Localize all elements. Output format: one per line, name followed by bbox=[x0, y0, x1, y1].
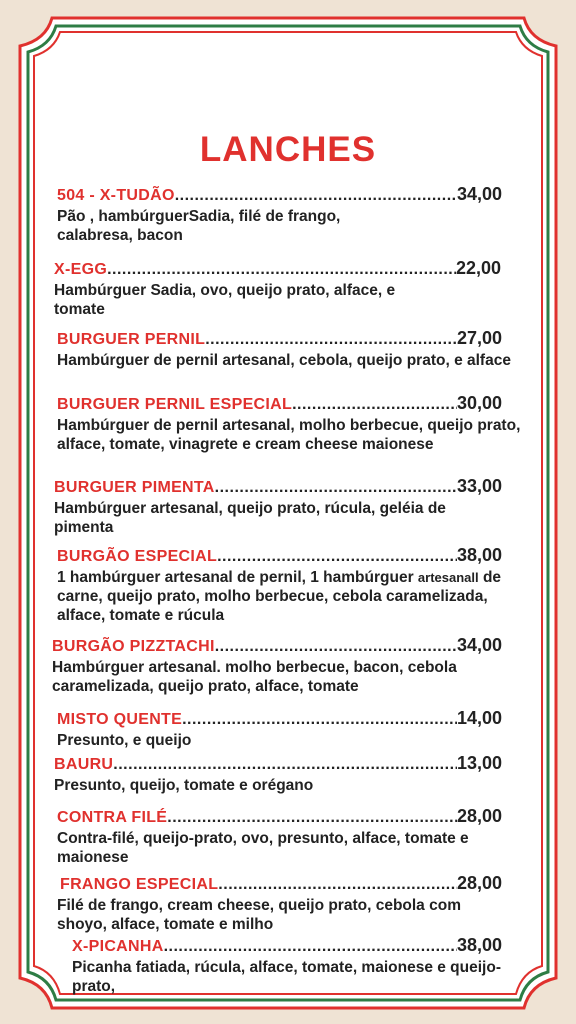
item-description: Presunto, queijo, tomate e orégano bbox=[54, 777, 314, 794]
item-description: Presunto, e queijo bbox=[57, 732, 192, 749]
item-name: CONTRA FILÉ bbox=[57, 809, 168, 826]
item-description-rest: de carne, queijo prato, molho berbecue, cebola caramelizada, alface, tomate e rúcula bbox=[57, 569, 502, 624]
dot-leader bbox=[164, 937, 457, 957]
item-name: MISTO QUENTE bbox=[57, 711, 183, 728]
menu-item bbox=[52, 635, 502, 696]
dot-leader bbox=[205, 330, 457, 350]
item-price: 33,00 bbox=[456, 476, 502, 496]
menu-item bbox=[57, 184, 502, 245]
item-price: 28,00 bbox=[456, 806, 502, 826]
menu-item bbox=[57, 708, 502, 750]
item-description bbox=[57, 568, 522, 625]
dot-leader bbox=[215, 637, 457, 657]
item-description: Hambúrguer de pernil artesanal, molho berbecue, queijo prato, alface, tomate, vinagrete e cream cheese maionese bbox=[57, 417, 521, 453]
dot-leader bbox=[215, 478, 457, 498]
dot-leader bbox=[175, 186, 457, 206]
item-price: 14,00 bbox=[456, 708, 502, 728]
menu-item bbox=[54, 753, 502, 795]
item-description: Contra-filé, queijo-prato, ovo, presunto, alface, tomate e maionese bbox=[57, 830, 469, 866]
item-price: 34,00 bbox=[456, 184, 502, 204]
item-name: BAURU bbox=[54, 756, 114, 773]
menu-item bbox=[54, 476, 502, 537]
menu-item bbox=[57, 393, 521, 454]
dot-leader bbox=[113, 755, 457, 775]
dot-leader bbox=[218, 875, 457, 895]
item-price: 30,00 bbox=[456, 393, 502, 413]
item-description: Hambúrguer artesanal, queijo prato, rúcula, geléia de pimenta bbox=[54, 500, 446, 536]
menu-title: LANCHES bbox=[199, 130, 377, 169]
item-name: BURGUER PERNIL bbox=[57, 331, 206, 348]
item-description-small: artesanall bbox=[417, 570, 479, 585]
item-price: 27,00 bbox=[456, 328, 502, 348]
item-description: Filé de frango, cream cheese, queijo prato, cebola com shoyo, alface, tomate e milho bbox=[57, 897, 461, 933]
menu-item bbox=[57, 873, 502, 934]
item-price: 38,00 bbox=[456, 935, 502, 955]
item-price: 34,00 bbox=[456, 635, 502, 655]
item-name: BURGUER PIMENTA bbox=[54, 479, 215, 496]
item-description: Pão , hambúrguerSadia, filé de frango, calabresa, bacon bbox=[57, 208, 341, 244]
item-description: Hambúrguer de pernil artesanal, cebola, queijo prato, e alface bbox=[57, 352, 511, 369]
menu-item bbox=[57, 328, 511, 370]
dot-leader bbox=[292, 395, 457, 415]
item-description-text: 1 hambúrguer artesanal de pernil, 1 hambúrguer bbox=[57, 569, 414, 586]
menu-item bbox=[72, 935, 502, 996]
item-name: X-PICANHA bbox=[72, 938, 164, 955]
menu-item bbox=[57, 806, 502, 867]
dot-leader bbox=[182, 710, 457, 730]
item-name: BURGÃO PIZZTACHI bbox=[52, 638, 215, 655]
dot-leader bbox=[107, 260, 456, 280]
item-name: FRANGO ESPECIAL bbox=[60, 876, 219, 893]
item-name: BURGÃO ESPECIAL bbox=[57, 548, 218, 565]
dot-leader bbox=[217, 547, 457, 567]
item-price: 13,00 bbox=[456, 753, 502, 773]
item-name: 504 - X-TUDÃO bbox=[57, 187, 175, 204]
item-name: BURGUER PERNIL ESPECIAL bbox=[57, 396, 293, 413]
menu-item bbox=[54, 258, 501, 319]
item-description: Hambúrguer Sadia, ovo, queijo prato, alface, e tomate bbox=[54, 282, 396, 318]
dot-leader bbox=[167, 808, 457, 828]
item-description: Hambúrguer artesanal. molho berbecue, bacon, cebola caramelizada, queijo prato, alface, tomate bbox=[52, 659, 457, 695]
item-description: Picanha fatiada, rúcula, alface, tomate, maionese e queijo-prato, bbox=[72, 959, 501, 995]
item-price: 22,00 bbox=[455, 258, 501, 278]
item-name: X-EGG bbox=[54, 261, 108, 278]
item-price: 28,00 bbox=[456, 873, 502, 893]
menu-item bbox=[57, 545, 502, 625]
item-price: 38,00 bbox=[456, 545, 502, 565]
